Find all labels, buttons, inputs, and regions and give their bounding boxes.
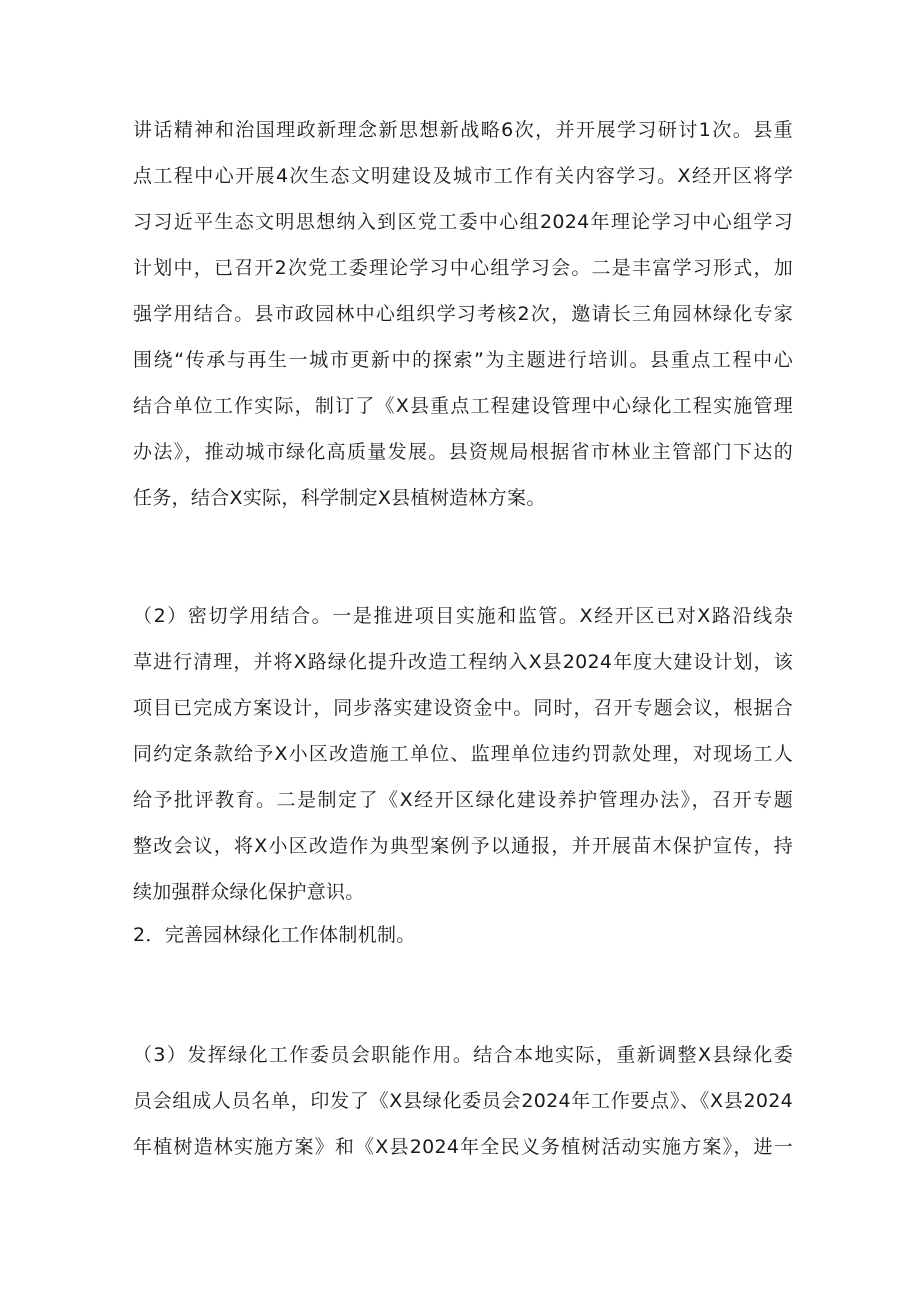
text-line: 讲话精神和治国理政新理念新思想新战略6次，并开展学习研讨1次。县重 (133, 119, 793, 141)
text-line: 年植树造林实施方案》和《X县2024年全民义务植树活动实施方案》，进一 (133, 1136, 793, 1158)
text-line: 草进行清理，并将X路绿化提升改造工程纳入X县2024年度大建设计划，该 (133, 651, 793, 673)
paragraph-section-2 (133, 593, 793, 915)
text-line: 任务，结合X实际，科学制定X县植树造林方案。 (133, 487, 546, 509)
text-line: 同约定条款给予X小区改造施工单位、监理单位违约罚款处理，对现场工人 (133, 743, 793, 765)
text-line: 整改会议，将X小区改造作为典型案例予以通报，并开展苗木保护宣传，持 (133, 835, 793, 857)
text-line: 结合单位工作实际，制订了《X县重点工程建设管理中心绿化工程实施管理 (133, 395, 793, 417)
text-line: 点工程中心开展4次生态文明建设及城市工作有关内容学习。X经开区将学 (133, 165, 793, 187)
text-line: 强学用结合。县市政园林中心组织学习考核2次，邀请长三角园林绿化专家 (133, 303, 793, 325)
text-line: 办法》，推动城市绿化高质量发展。县资规局根据省市林业主管部门下达的 (133, 441, 793, 463)
text-line: 续加强群众绿化保护意识。 (133, 881, 365, 903)
paragraph-section-3 (133, 1032, 793, 1170)
text-line: 习习近平生态文明思想纳入到区党工委中心组2024年理论学习中心组学习 (133, 211, 793, 233)
text-line: 围绕“传承与再生一城市更新中的探索”为主题进行培训。县重点工程中心 (133, 349, 793, 371)
text-line: （3）发挥绿化工作委员会职能作用。结合本地实际，重新调整X县绿化委 (133, 1044, 793, 1066)
section-heading: 2．完善园林绿化工作体制机制。 (133, 924, 416, 946)
text-line: 给予批评教育。二是制定了《X经开区绿化建设养护管理办法》，召开专题 (133, 789, 793, 811)
text-line: 计划中，已召开2次党工委理论学习中心组学习会。二是丰富学习形式，加 (133, 257, 793, 279)
text-line: （2）密切学用结合。一是推进项目实施和监管。X经开区已对X路沿线杂 (133, 605, 793, 627)
text-line: 员会组成人员名单，印发了《X县绿化委员会2024年工作要点》、《X县2024 (133, 1090, 793, 1112)
text-line: 项目已完成方案设计，同步落实建设资金中。同时，召开专题会议，根据合 (133, 697, 793, 719)
paragraph-study-implementation (133, 107, 793, 521)
